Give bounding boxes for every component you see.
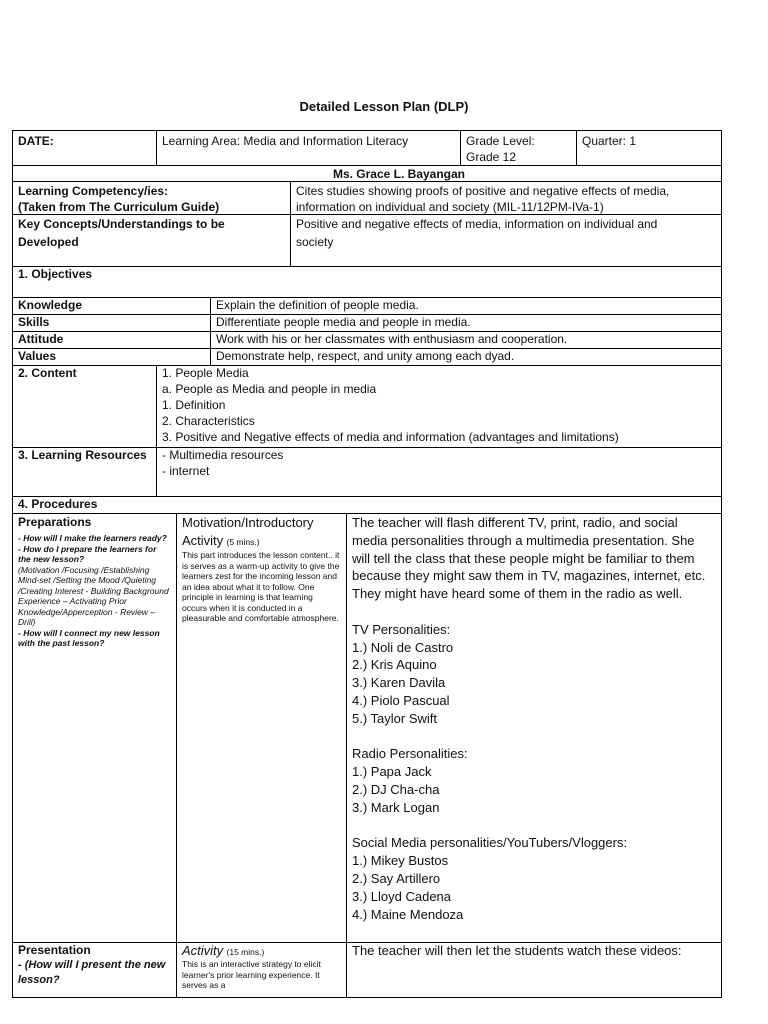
- presentation-activity-desc: This is an interactive strategy to elicit learner's prior learning experience. It serves as a: [182, 959, 321, 990]
- radio-personalities-heading: Radio Personalities:: [352, 746, 468, 762]
- key-concepts-label-line: Key Concepts/Understandings to be: [18, 217, 225, 231]
- list-item: 2.) Kris Aquino: [352, 657, 437, 673]
- objective-label-skills: Skills: [18, 315, 50, 329]
- key-concepts-label-line: Developed: [18, 235, 79, 249]
- motivation-activity-time: (5 mins.): [226, 537, 260, 547]
- competency-label-line: Learning Competency/ies:: [18, 184, 169, 198]
- list-item: 1.) Mikey Bustos: [352, 853, 449, 869]
- preparations-question: - How do I prepare the learners for the new lesson?: [18, 543, 157, 564]
- grade-level-label: Grade Level:: [466, 134, 535, 148]
- motivation-activity-desc: This part introduces the lesson content.. it is serves as a warm-up activity to give the learners zest for the incoming lesson and an idea about what it to follow. One principle in learning is that learning occurs when it is conducted in a pleasurable and comfortable atmosphere.: [182, 550, 340, 623]
- motivation-activity: [176, 513, 346, 626]
- list-item: 4.) Maine Mendoza: [352, 906, 464, 922]
- key-concepts-value-line: society: [296, 235, 334, 249]
- content-line: 1. Definition: [162, 398, 226, 412]
- objective-value-skills: Differentiate people media and people in media.: [216, 315, 471, 329]
- objectives-heading: 1. Objectives: [18, 267, 93, 281]
- resources-list: [156, 447, 722, 481]
- preparations-guide: [12, 513, 176, 651]
- list-item: 5.) Taylor Swift: [352, 710, 438, 726]
- presentation-teacher-notes: The teacher will then let the students watch these videos:: [352, 943, 682, 958]
- objective-label-knowledge: Knowledge: [18, 298, 83, 312]
- content-line: 1. People Media: [162, 366, 249, 380]
- date-label: DATE:: [18, 134, 54, 148]
- grade-level: [460, 131, 576, 167]
- list-item: 2.) DJ Cha-cha: [352, 781, 440, 797]
- quarter: Quarter: 1: [582, 134, 637, 148]
- resource-line: - internet: [162, 464, 210, 478]
- preparations-question: - How will I make the learners ready?: [18, 533, 167, 543]
- content-line: 2. Characteristics: [162, 414, 255, 428]
- list-item: 1.) Noli de Castro: [352, 639, 454, 655]
- teacher-flash-text: The teacher will flash different TV, print, radio, and social media personalities through a multimedia presentation. She will tell the class that these people might be familiar to them because they might saw them in TV, magazines, internet, etc. They might have heard some of them in the radio as well.: [352, 515, 706, 602]
- motivation-activity-title: Motivation/Introductory Activity: [182, 515, 314, 548]
- presentation-label: Presentation: [18, 943, 91, 957]
- list-item: 3.) Lloyd Cadena: [352, 888, 452, 904]
- content-label: 2. Content: [18, 366, 77, 380]
- list-item: 1.) Papa Jack: [352, 764, 432, 780]
- objective-value-attitude: Work with his or her classmates with enthusiasm and cooperation.: [216, 332, 568, 346]
- resource-line: - Multimedia resources: [162, 448, 284, 462]
- list-item: 2.) Say Artillero: [352, 870, 441, 886]
- presentation-activity-time: (15 mins.): [226, 947, 265, 957]
- competency-label-line: (Taken from The Curriculum Guide): [18, 200, 220, 214]
- content-line: 3. Positive and Negative effects of media and information (advantages and limitations): [162, 430, 619, 444]
- competency-value-line: Cites studies showing proofs of positive and negative effects of media,: [296, 184, 670, 198]
- preparations-question: - How will I connect my new lesson with the past lesson?: [18, 627, 160, 648]
- document-title: Detailed Lesson Plan (DLP): [299, 99, 469, 114]
- key-concepts-value: [290, 214, 722, 252]
- preparations-note: (Motivation /Focusing /Establishing Mind-set /Setting the Mood /Quieting /Creating Interest - Building Background Experience – Activating Prior Knowledge/Apperception - Review – Drill): [18, 564, 169, 627]
- competency-value-line: information on individual and society (MIL-11/12PM-IVa-1): [296, 200, 604, 214]
- procedures-heading: 4. Procedures: [18, 497, 98, 511]
- motivation-teacher-notes: [346, 513, 722, 925]
- content-list: [156, 365, 722, 447]
- objective-label-values: Values: [18, 349, 57, 363]
- list-item: 4.) Piolo Pascual: [352, 692, 450, 708]
- social-media-heading: Social Media personalities/YouTubers/Vloggers:: [352, 835, 628, 851]
- competency-value: [290, 181, 722, 217]
- list-item: 3.) Mark Logan: [352, 799, 440, 815]
- content-line: a. People as Media and people in media: [162, 382, 377, 396]
- resources-label: 3. Learning Resources: [18, 448, 147, 462]
- list-item: 3.) Karen Davila: [352, 675, 446, 691]
- learning-area: Learning Area: Media and Information Literacy: [162, 134, 409, 148]
- objective-label-attitude: Attitude: [18, 332, 64, 346]
- competency-label: [12, 181, 290, 217]
- presentation-question: - (How will I present the new lesson?: [18, 959, 166, 986]
- preparations-label: Preparations: [18, 515, 92, 529]
- objective-value-values: Demonstrate help, respect, and unity among each dyad.: [216, 349, 515, 363]
- presentation-activity-title: Activity: [182, 943, 224, 958]
- grade-level-value: Grade 12: [466, 150, 517, 164]
- presentation-activity: [176, 942, 346, 993]
- tv-personalities-heading: TV Personalities:: [352, 621, 451, 637]
- objective-value-knowledge: Explain the definition of people media.: [216, 298, 419, 312]
- key-concepts-value-line: Positive and negative effects of media, information on individual and: [296, 217, 658, 231]
- teacher-name: Ms. Grace L. Bayangan: [332, 167, 466, 181]
- presentation-guide: [12, 942, 176, 990]
- key-concepts-label: [12, 214, 290, 252]
